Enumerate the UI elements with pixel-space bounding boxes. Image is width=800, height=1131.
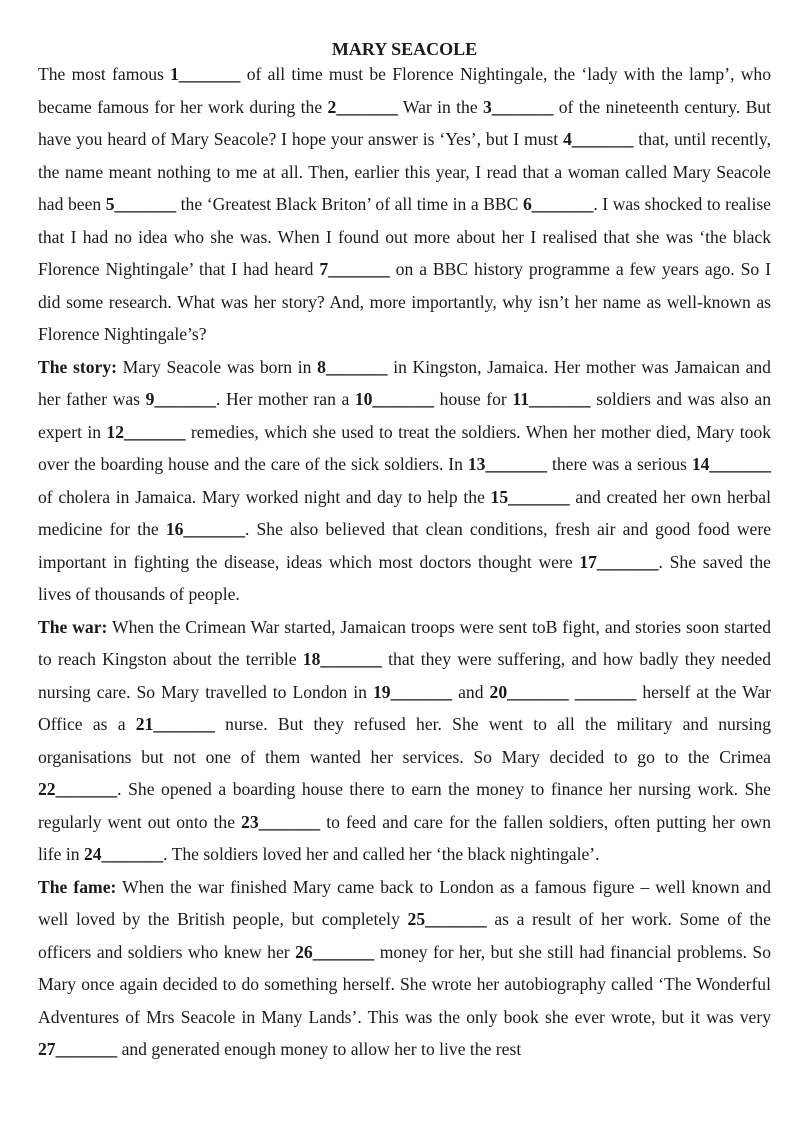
body-text-segment: . The soldiers loved her and called her ‘the black nightingale’. bbox=[163, 844, 600, 864]
answer-blank: 12_______ bbox=[106, 421, 186, 442]
body-text-segment: soldiers and was also an expert in bbox=[38, 389, 772, 442]
answer-blank: 27_______ bbox=[38, 1039, 118, 1059]
answer-blank: 24_______ bbox=[83, 844, 164, 864]
answer-blank: 20_______ _______ bbox=[489, 681, 637, 702]
answer-blank: 2_______ bbox=[327, 96, 398, 117]
body-text-segment: The most famous bbox=[38, 64, 171, 84]
answer-blank: 1_______ bbox=[170, 64, 241, 84]
paragraph bbox=[38, 58, 771, 351]
body-text-segment: on a BBC history programme a few years ago. So I did some research. What was her story? And, more importantly, why isn’t her name as well-known as Florence Nightingale’s? bbox=[38, 259, 771, 344]
paragraph bbox=[38, 351, 771, 611]
body-text-segment: and bbox=[452, 681, 490, 702]
document-title: MARY SEACOLE bbox=[331, 39, 478, 59]
answer-blank: 7_______ bbox=[319, 259, 390, 279]
body-text-segment: nurse. But they refused her. She went to all the military and nursing organisations but not one of them wanted her services. So Mary decided to go to the Crimea bbox=[38, 714, 771, 767]
section-heading: The fame: bbox=[38, 876, 117, 897]
body-text-segment: When the Crimean War started, Jamaican troops were sent toB fight, and stories soon started to reach Kingston about the terrible bbox=[38, 616, 771, 669]
body-text-segment: herself at the War Office as a bbox=[38, 681, 771, 734]
answer-blank: 23_______ bbox=[241, 811, 321, 832]
answer-blank: 3_______ bbox=[483, 96, 554, 117]
answer-blank: 16_______ bbox=[165, 519, 245, 539]
body-text-segment: Mary Seacole was born in bbox=[116, 356, 318, 377]
answer-blank: 15_______ bbox=[490, 486, 570, 507]
answer-blank: 10_______ bbox=[354, 389, 435, 409]
body-text-segment: there was a serious bbox=[547, 454, 692, 474]
answer-blank: 14_______ bbox=[691, 454, 771, 474]
body-text-segment: When the war finished Mary came back to London as a famous figure – well known and well loved by the British people, but completely bbox=[38, 876, 771, 929]
body-text-segment: War in the bbox=[397, 96, 484, 117]
answer-blank: 21_______ bbox=[135, 714, 215, 734]
body-text-segment: and generated enough money to allow her to live the rest bbox=[117, 1039, 522, 1059]
body-text-segment: . I was shocked to realise that I had no idea who she was. When I found out more about her I realised that she was ‘the black Florence Nightingale’ that I had heard bbox=[38, 194, 771, 279]
body-text-segment: . She also believed that clean conditions, fresh air and good food were important in fighting the disease, ideas which most doctors thought were bbox=[38, 519, 771, 572]
body-text-segment: as a result of her work. Some of the officers and soldiers who knew her bbox=[38, 909, 771, 962]
body-text-segment: the ‘Greatest Black Briton’ of all time in a BBC bbox=[176, 194, 523, 214]
body-text-segment: remedies, which she used to treat the soldiers. When her mother died, Mary took over the boarding house and the care of the sick soldiers. In bbox=[38, 421, 771, 474]
answer-blank: 6_______ bbox=[522, 194, 594, 214]
paragraph bbox=[38, 871, 771, 1066]
body-text-segment: that they were suffering, and how badly they needed nursing care. So Mary travelled to London in bbox=[38, 649, 771, 702]
body-text-segment: . She opened a boarding house there to earn the money to finance her nursing work. She regularly went out onto the bbox=[38, 779, 771, 832]
body-text-segment: of the nineteenth century. But have you heard of Mary Seacole? I hope your answer is ‘Yes’, but I must bbox=[38, 96, 771, 149]
section-heading: The story: bbox=[38, 356, 117, 377]
paragraph bbox=[38, 611, 771, 871]
answer-blank: 26_______ bbox=[295, 941, 375, 962]
answer-blank: 9_______ bbox=[145, 389, 217, 409]
body-text-segment: in Kingston, Jamaica. Her mother was Jamaican and her father was bbox=[38, 356, 771, 409]
body-text-segment: money for her, but she still had financial problems. So Mary once again decided to do something herself. She wrote her autobiography called ‘The Wonderful Adventures of Mrs Seacole in Many Lands’. This was the only book she ever wrote, but it was very bbox=[38, 941, 772, 1027]
body-text-segment: of all time must be Florence Nightingale, the ‘lady with the lamp’, who became famous for her work during the bbox=[38, 64, 771, 117]
body-text-segment: and created her own herbal medicine for the bbox=[38, 486, 771, 539]
answer-blank: 5_______ bbox=[105, 194, 177, 214]
answer-blank: 8_______ bbox=[317, 356, 388, 377]
answer-blank: 19_______ bbox=[372, 681, 453, 702]
body-text-segment: . She saved the lives of thousands of people. bbox=[38, 551, 771, 604]
answer-blank: 13_______ bbox=[467, 454, 548, 474]
body-text-segment: to feed and care for the fallen soldiers, often putting her own life in bbox=[38, 811, 772, 864]
answer-blank: 18_______ bbox=[302, 649, 382, 669]
answer-blank: 22_______ bbox=[38, 779, 118, 799]
body-text-segment: of cholera in Jamaica. Mary worked night and day to help the bbox=[38, 486, 491, 507]
answer-blank: 11_______ bbox=[512, 389, 591, 409]
answer-blank: 25_______ bbox=[407, 909, 487, 929]
answer-blank: 4_______ bbox=[563, 129, 634, 149]
section-heading: The war: bbox=[38, 616, 108, 637]
body-text-segment: house for bbox=[434, 389, 513, 409]
answer-blank: 17_______ bbox=[579, 551, 659, 572]
body-text-segment: that, until recently, the name meant nothing to me at all. Then, earlier this year, I read that a woman called Mary Seacole had been bbox=[38, 129, 771, 214]
body-text-segment: . Her mother ran a bbox=[216, 389, 355, 409]
article-body bbox=[38, 58, 771, 1066]
